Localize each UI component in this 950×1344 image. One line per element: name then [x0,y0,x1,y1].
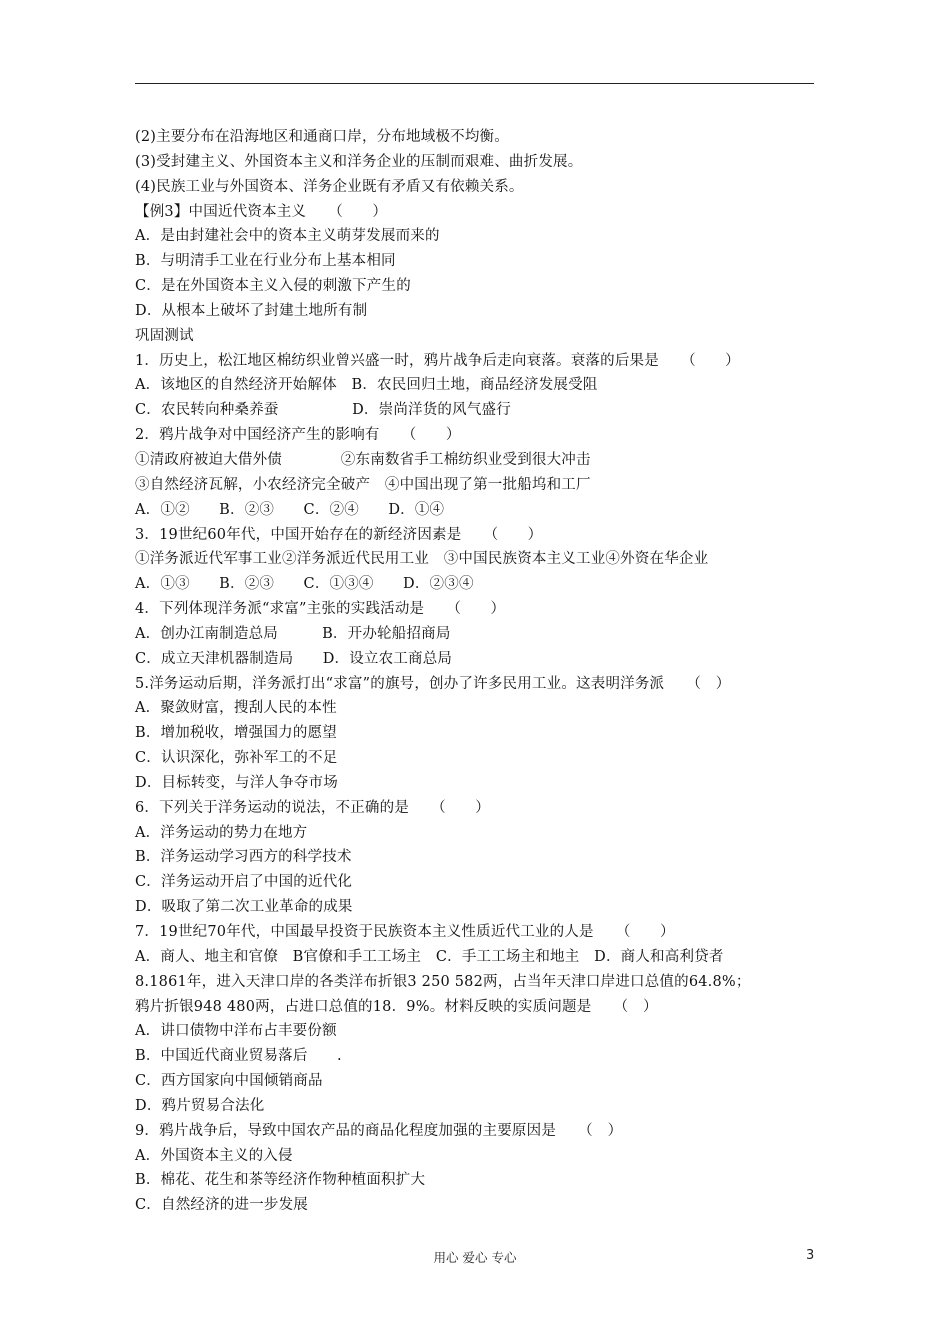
page-number: 3 [806,1248,815,1263]
text-line: D．鸦片贸易合法化 [135,1097,265,1114]
text-line: 【例3】中国近代资本主义 （ ） [135,203,388,220]
text-line: A．讲口债物中洋布占丰要份额 [135,1023,337,1040]
text-line: ①洋务派近代军事工业②洋务派近代民用工业 ③中国民族资本主义工业④外资在华企业 [135,551,709,568]
text-line: B．中国近代商业贸易落后 . [135,1048,342,1065]
text-line: D．吸取了第二次工业革命的成果 [135,899,353,916]
text-line: C．洋务运动开启了中国的近代化 [135,874,353,891]
text-line: A．创办江南制造总局 B．开办轮船招商局 [135,625,451,642]
text-line: (3)受封建主义、外国资本主义和洋务企业的压制而艰难、曲折发展。 [135,153,583,170]
text-line: A．①③ B．②③ C．①③④ D．②③④ [135,576,474,593]
text-line: 3．19世纪60年代，中国开始存在的新经济因素是 （ ） [135,526,543,543]
text-line: C．农民转向种桑养蚕 D．崇尚洋货的风气盛行 [135,402,511,419]
text-line: 7．19世纪70年代，中国最早投资于民族资本主义性质近代工业的人是 （ ） [135,924,675,940]
text-line: B．与明清手工业在行业分布上基本相同 [135,253,396,270]
text-line: C．自然经济的进一步发展 [135,1197,308,1214]
text-line: C．成立天津机器制造局 D．设立农工商总局 [135,650,453,667]
text-line: 9．鸦片战争后，导致中国农产品的商品化程度加强的主要原因是 （ ） [135,1122,623,1139]
text-line: ③自然经济瓦解，小农经济完全破产 ④中国出现了第一批船坞和工厂 [135,476,591,493]
text-line: (2)主要分布在沿海地区和通商口岸，分布地域极不均衡。 [135,129,509,145]
text-line: A．外国资本主义的入侵 [135,1147,293,1164]
text-line: A．该地区的自然经济开始解体 B．农民回归土地，商品经济发展受阻 [135,377,598,394]
text-line: B．洋务运动学习西方的科学技术 [135,849,352,866]
text-line: 2．鸦片战争对中国经济产生的影响有 （ ） [135,427,461,444]
text-line: 8.1861年，进入天津口岸的各类洋布折银3 250 582两，占当年天津口岸进口总值的64.8%； [135,973,751,990]
text-line: (4)民族工业与外国资本、洋务企业既有矛盾又有依赖关系。 [135,178,524,195]
text-line: 1．历史上，松江地区棉纺织业曾兴盛一时，鸦片战争后走向衰落。衰落的后果是 （ ） [135,352,740,369]
text-line: C．西方国家向中国倾销商品 [135,1073,323,1090]
text-line: A．①② B．②③ C．②④ D．①④ [135,501,445,518]
text-line: A．洋务运动的势力在地方 [135,824,308,841]
text-line: B．棉花、花生和茶等经济作物种植面积扩大 [135,1172,426,1189]
text-line: 巩固测试 [135,327,194,344]
text-line: 4．下列体现洋务派“求富”主张的实践活动是 （ ） [135,601,506,618]
text-line: B．增加税收，增强国力的愿望 [135,725,337,742]
text-line: A．聚敛财富，搜刮人民的本性 [135,700,337,717]
text-line: 5.洋务运动后期，洋务派打出“求富”的旗号，创办了许多民用工业。这表明洋务派 （ ） [135,675,731,692]
page-footer: 用心 爱心 专心 [433,1250,517,1265]
header-rule [135,83,814,84]
text-line: C．是在外国资本主义入侵的刺激下产生的 [135,278,411,295]
text-line: 鸦片折银948 480两，占进口总值的18．9%。材料反映的实质问题是 （ ） [135,998,658,1015]
text-line: 6．下列关于洋务运动的说法，不正确的是 （ ） [135,799,490,816]
document-body [135,125,825,1218]
text-line: D．目标转变，与洋人争夺市场 [135,774,338,791]
text-line: ①清政府被迫大借外债 ②东南数省手工棉纺织业受到很大冲击 [135,451,591,468]
text-line: D．从根本上破坏了封建土地所有制 [135,302,368,319]
text-line: A．是由封建社会中的资本主义萌芽发展而来的 [135,228,440,245]
text-line: A．商人、地主和官僚 B官僚和手工工场主 C．手工工场主和地主 D．商人和高利贷者 [135,948,724,965]
text-line: C．认识深化，弥补军工的不足 [135,750,338,767]
